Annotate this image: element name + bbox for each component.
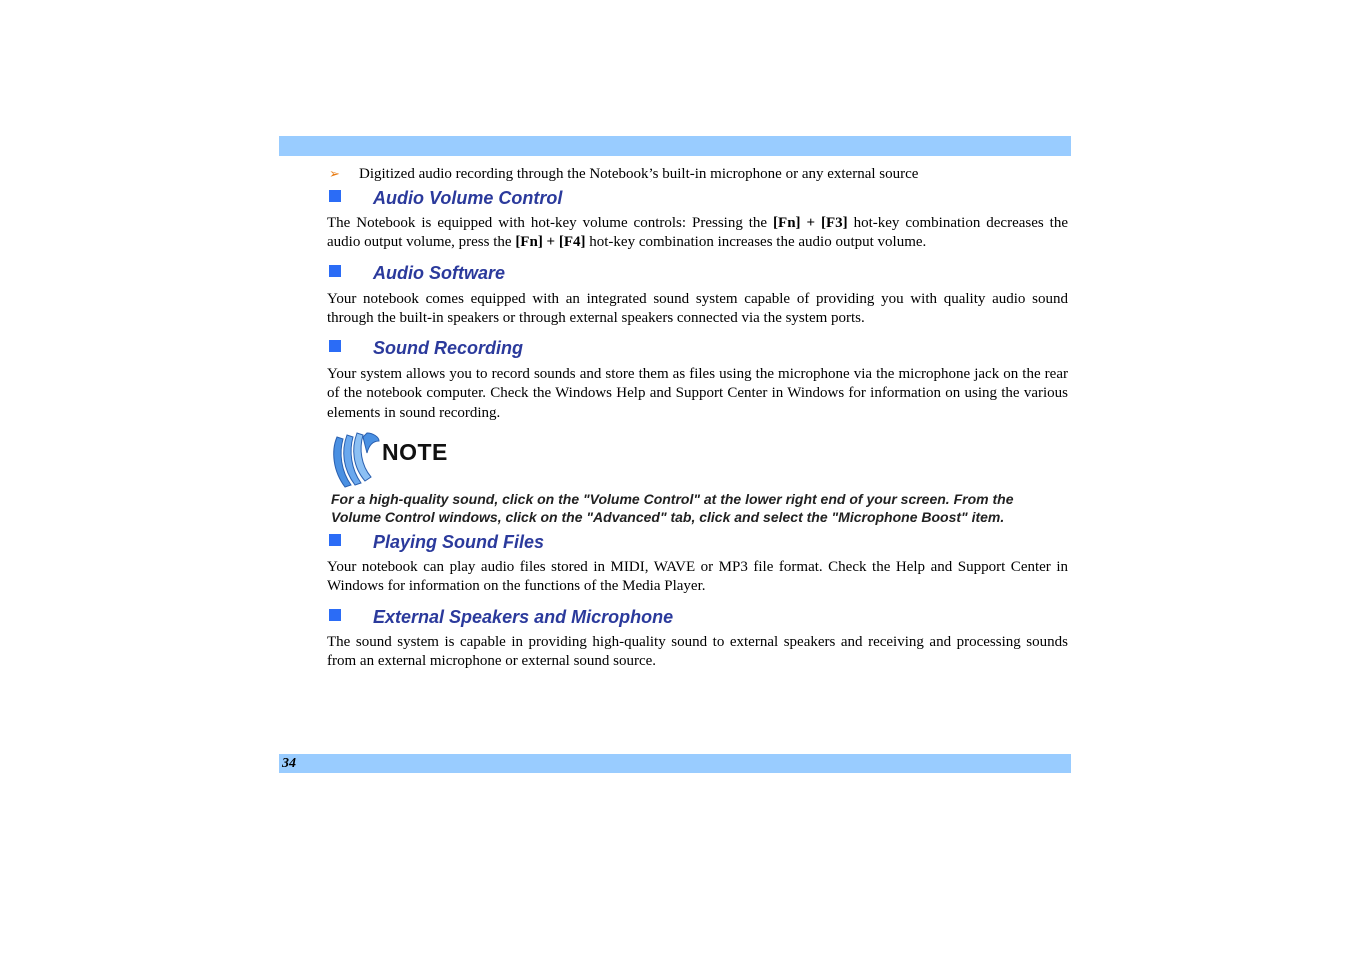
heading-text: External Speakers and Microphone	[373, 606, 674, 627]
note-text: For a high-quality sound, click on the "Volume Control" at the lower right end of your screen. From the Volume Control windows, click on the "Advanced" tab, click and select the "Microphone Boost" item.	[331, 491, 1014, 525]
heading-external-speakers	[327, 604, 1068, 630]
volume-text-1: The Notebook is equipped with hot-key volume controls: Pressing the	[327, 215, 774, 231]
heading-playing-sound-files	[327, 529, 1068, 555]
square-bullet-icon	[329, 190, 341, 202]
paragraph-volume	[327, 214, 1068, 253]
volume-text-2: hot-key combination decreases the audio output volume, press the	[327, 215, 1069, 251]
arrow-bullet-icon: ➢	[329, 167, 340, 182]
intro-bullet-text: Digitized audio recording through the Notebook’s built-in microphone or any external source	[359, 166, 919, 182]
footer-band	[279, 754, 1071, 773]
square-bullet-icon	[329, 534, 341, 546]
square-bullet-icon	[329, 340, 341, 352]
paragraph-external: The sound system is capable in providing high-quality sound to external speakers and receiving and processing sounds from an external microphone or external sound source.	[327, 633, 1068, 669]
header-band	[279, 136, 1071, 156]
note-title: NOTE	[382, 439, 448, 466]
note-header	[327, 429, 1068, 491]
square-bullet-icon	[329, 265, 341, 277]
hotkey-decrease: [Fn] + [F3]	[773, 215, 848, 231]
heading-text: Audio Software	[373, 262, 506, 283]
page-content	[327, 165, 1068, 671]
intro-bullet-item	[327, 165, 1068, 185]
heading-sound-recording	[327, 335, 1068, 361]
note-fan-icon	[329, 431, 381, 489]
heading-audio-volume-control	[327, 185, 1068, 211]
heading-text: Playing Sound Files	[373, 532, 545, 553]
paragraph-software: Your notebook comes equipped with an integrated sound system capable of providing you with quality audio sound through the built-in speakers or through external speakers connected via the system ports.	[327, 290, 1068, 326]
heading-text: Sound Recording	[373, 338, 523, 359]
paragraph-playing: Your notebook can play audio files stored in MIDI, WAVE or MP3 file format. Check the Help and Support Center in Windows for information on the functions of the Media Player.	[327, 559, 1068, 595]
paragraph-recording: Your system allows you to record sounds and store them as files using the microphone via the microphone jack on the rear of the notebook computer. Check the Windows Help and Support Center in Windows for information on using the various elements in sound recording.	[327, 366, 1068, 421]
heading-text: Audio Volume Control	[373, 188, 563, 208]
heading-audio-software	[327, 260, 1068, 286]
page-number: 34	[282, 756, 296, 771]
volume-text-3: hot-key combination increases the audio output volume.	[585, 234, 927, 251]
hotkey-increase: [Fn] + [F4]	[515, 234, 586, 251]
square-bullet-icon	[329, 609, 341, 621]
